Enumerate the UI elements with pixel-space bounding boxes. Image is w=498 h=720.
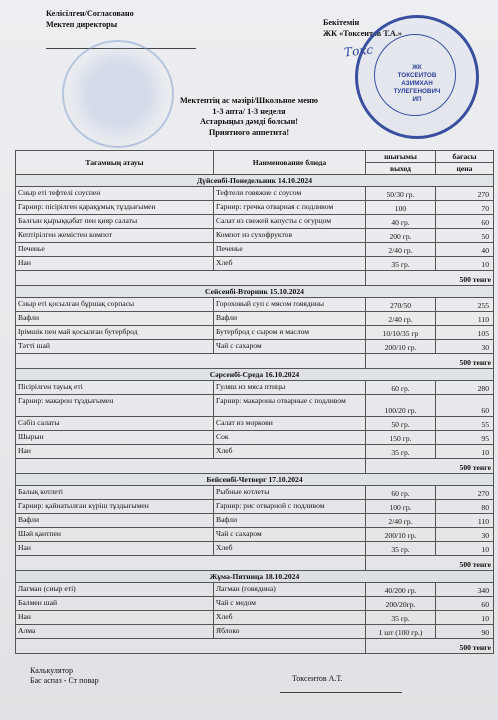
dish-price: 80: [436, 500, 494, 514]
dish-yield: 50/30 гр.: [366, 187, 436, 201]
dish-yield: 200/10 гр.: [366, 528, 436, 542]
approve-label: Бекітемін: [323, 18, 360, 27]
menu-title-line4: Приятного аппетита!: [208, 127, 290, 137]
dish-yield: 150 гр.: [366, 431, 436, 445]
day-header-row: [16, 474, 494, 486]
dish-price: 255: [436, 298, 494, 312]
dish-name-kz: Пісірілген тауық еті: [16, 381, 214, 395]
day-header-row: [16, 175, 494, 187]
menu-item-row: [16, 187, 494, 201]
dish-yield: 200/20гр.: [366, 597, 436, 611]
day-total-value: 500 тенге: [366, 354, 494, 369]
menu-item-row: [16, 417, 494, 431]
day-total-value: 500 тенге: [366, 639, 494, 654]
dish-name-ru: Чай с сахаром: [214, 340, 366, 354]
menu-item-row: [16, 326, 494, 340]
dish-name-ru: Печенье: [214, 243, 366, 257]
dish-name-ru: Гуляш из мяса птицы: [214, 381, 366, 395]
dish-price: 30: [436, 340, 494, 354]
menu-item-row: [16, 229, 494, 243]
header-yield-ru: выход: [366, 163, 436, 175]
dish-price: 10: [436, 257, 494, 271]
handwritten-signature: Токс: [343, 42, 374, 60]
dish-name-kz: Печенье: [16, 243, 214, 257]
menu-item-row: [16, 445, 494, 459]
day-total-row: [16, 639, 494, 654]
dish-yield: 2/40 гр.: [366, 312, 436, 326]
dish-name-ru: Салат из моркови: [214, 417, 366, 431]
menu-item-row: [16, 201, 494, 215]
day-total-value: 500 тенге: [366, 556, 494, 571]
day-total-spacer: [16, 354, 366, 369]
day-total-value: 500 тенге: [366, 459, 494, 474]
dish-name-kz: Нан: [16, 257, 214, 271]
menu-item-row: [16, 514, 494, 528]
dish-name-ru: Бутерброд с сыром и маслом: [214, 326, 366, 340]
footer-signature-line: [280, 692, 402, 693]
dish-name-kz: Балғын қырыққабат пен қияр салаты: [16, 215, 214, 229]
menu-item-row: [16, 583, 494, 597]
header-yield: шығымы: [366, 151, 436, 163]
approval-role: Мектеп директоры: [46, 20, 118, 29]
dish-yield: 200 гр.: [366, 229, 436, 243]
menu-title-line1: Мектептің ас мәзірі/Школьное меню: [179, 96, 319, 105]
day-total-row: [16, 271, 494, 286]
header-price: бағасы: [436, 151, 494, 163]
day-header-row: [16, 286, 494, 298]
dish-name-ru: Хлеб: [214, 257, 366, 271]
day-title: Жұма-Пятница 18.10.2024: [16, 571, 494, 583]
menu-item-row: [16, 243, 494, 257]
footer-calculator-label: Калькулятор: [30, 666, 73, 675]
dish-yield: 60 гр.: [366, 486, 436, 500]
day-header-row: [16, 369, 494, 381]
day-total-spacer: [16, 556, 366, 571]
dish-price: 90: [436, 625, 494, 639]
dish-price: 10: [436, 611, 494, 625]
dish-name-ru: Сок: [214, 431, 366, 445]
dish-name-kz: Нан: [16, 542, 214, 556]
dish-price: 55: [436, 417, 494, 431]
dish-yield: 100 гр.: [366, 500, 436, 514]
dish-yield: 200/10 гр.: [366, 340, 436, 354]
footer-chef-label: Бас аспаз - Ст повар: [30, 676, 99, 685]
menu-item-row: [16, 500, 494, 514]
dish-price: 110: [436, 514, 494, 528]
menu-item-row: [16, 542, 494, 556]
dish-name-ru: Яблоко: [214, 625, 366, 639]
dish-yield: 100: [366, 201, 436, 215]
menu-table: [15, 150, 494, 654]
dish-name-kz: Тәтті шай: [16, 340, 214, 354]
dish-name-ru: Лагман (говядина): [214, 583, 366, 597]
dish-name-kz: Сиыр еті қосылған бұршақ сорпасы: [16, 298, 214, 312]
header-price-ru: цена: [436, 163, 494, 175]
dish-price: 70: [436, 201, 494, 215]
dish-price: 10: [436, 542, 494, 556]
dish-name-ru: Хлеб: [214, 445, 366, 459]
menu-item-row: [16, 395, 494, 417]
dish-name-ru: Чай с медом: [214, 597, 366, 611]
dish-name-kz: Шырын: [16, 431, 214, 445]
menu-title-line3: Астарыңыз дәмді болсын!: [199, 117, 299, 126]
dish-price: 10: [436, 445, 494, 459]
dish-name-ru: Хлеб: [214, 611, 366, 625]
dish-price: 60: [436, 395, 494, 417]
dish-price: 270: [436, 187, 494, 201]
dish-name-ru: Тефтели говяжие с соусом: [214, 187, 366, 201]
menu-title-line2: 1-3 апта/ 1-3 неделя: [212, 106, 286, 116]
dish-name-ru: Гарнир: гречка отварная с подливом: [214, 201, 366, 215]
dish-name-ru: Хлеб: [214, 542, 366, 556]
dish-name-kz: Вафли: [16, 514, 214, 528]
menu-item-row: [16, 381, 494, 395]
dish-price: 105: [436, 326, 494, 340]
footer-left: [30, 666, 99, 686]
table-header-row: [16, 151, 494, 163]
menu-item-row: [16, 597, 494, 611]
dish-name-kz: Балық котлеті: [16, 486, 214, 500]
dish-yield: 35 гр.: [366, 445, 436, 459]
dish-price: 30: [436, 528, 494, 542]
menu-item-row: [16, 298, 494, 312]
dish-name-kz: Алма: [16, 625, 214, 639]
dish-name-ru: Салат из свежей капусты с огурцом: [214, 215, 366, 229]
menu-item-row: [16, 431, 494, 445]
dish-name-ru: Гарнир: рис отварной с подливом: [214, 500, 366, 514]
approval-block: [46, 8, 134, 30]
dish-name-kz: Гарнир: пісірілген қарақұмық тұздығымен: [16, 201, 214, 215]
header-name-ru: Наименование блюда: [214, 151, 366, 175]
dish-price: 280: [436, 381, 494, 395]
menu-item-row: [16, 312, 494, 326]
header-name-kz: Тағамның атауы: [16, 151, 214, 175]
menu-item-row: [16, 611, 494, 625]
dish-yield: 35 гр.: [366, 542, 436, 556]
day-total-row: [16, 354, 494, 369]
dish-name-kz: Гарнир: макарон тұздығымен: [16, 395, 214, 417]
dish-name-ru: Вафли: [214, 312, 366, 326]
dish-name-kz: Нан: [16, 611, 214, 625]
dish-name-kz: Лагман (сиыр еті): [16, 583, 214, 597]
menu-item-row: [16, 340, 494, 354]
day-total-row: [16, 556, 494, 571]
dish-yield: 10/10/35 гр: [366, 326, 436, 340]
dish-price: 60: [436, 597, 494, 611]
day-title: Сәрсенбі-Среда 16.10.2024: [16, 369, 494, 381]
day-total-value: 500 тенге: [366, 271, 494, 286]
dish-name-ru: Чай с сахаром: [214, 528, 366, 542]
dish-yield: 40/200 гр.: [366, 583, 436, 597]
dish-name-ru: Компот из сухофруктов: [214, 229, 366, 243]
dish-yield: 40 гр.: [366, 215, 436, 229]
dish-price: 40: [436, 243, 494, 257]
day-total-spacer: [16, 459, 366, 474]
day-total-spacer: [16, 639, 366, 654]
dish-name-kz: Гарнир: қайнатылған күріш тұздығымен: [16, 500, 214, 514]
dish-yield: 35 гр.: [366, 611, 436, 625]
menu-item-row: [16, 486, 494, 500]
dish-name-kz: Нан: [16, 445, 214, 459]
dish-name-kz: Шәй қантпен: [16, 528, 214, 542]
dish-name-ru: Вафли: [214, 514, 366, 528]
day-title: Сейсенбі-Вторник 15.10.2024: [16, 286, 494, 298]
dish-name-kz: Кептірілген жемістен компот: [16, 229, 214, 243]
dish-yield: 60 гр.: [366, 381, 436, 395]
dish-yield: 2/40 гр.: [366, 243, 436, 257]
dish-price: 270: [436, 486, 494, 500]
dish-name-kz: Сиыр еті тефтелі соуспен: [16, 187, 214, 201]
dish-yield: 2/40 гр.: [366, 514, 436, 528]
dish-price: 110: [436, 312, 494, 326]
dish-price: 50: [436, 229, 494, 243]
dish-name-kz: Балмен шай: [16, 597, 214, 611]
menu-title: [0, 96, 498, 138]
approval-label: Келісілген/Согласовано: [46, 9, 134, 18]
dish-name-ru: Рыбные котлеты: [214, 486, 366, 500]
day-total-row: [16, 459, 494, 474]
dish-name-ru: Гарнир: макароны отварные с подливом: [214, 395, 366, 417]
dish-price: 60: [436, 215, 494, 229]
dish-yield: 35 гр.: [366, 257, 436, 271]
dish-yield: 100/20 гр.: [366, 395, 436, 417]
dish-price: 95: [436, 431, 494, 445]
dish-yield: 50 гр.: [366, 417, 436, 431]
day-total-spacer: [16, 271, 366, 286]
dish-name-kz: Ірімшік пен май қосылған бутерброд: [16, 326, 214, 340]
dish-name-kz: Сәбіз салаты: [16, 417, 214, 431]
dish-name-kz: Вафли: [16, 312, 214, 326]
day-title: Бейсенбі-Четверг 17.10.2024: [16, 474, 494, 486]
footer-name: Токсеитов А.Т.: [292, 674, 343, 683]
day-title: Дүйсенбі-Понедельник 14.10.2024: [16, 175, 494, 187]
approve-org: ЖК «Токсеитов Т.А.»: [323, 29, 402, 38]
menu-item-row: [16, 528, 494, 542]
menu-item-row: [16, 215, 494, 229]
company-stamp-text: ЖК ТОКСЕИТОВ АЗИМХАН ТУЛЕГЕНОВИЧ ИП: [393, 64, 441, 103]
dish-yield: 270/50: [366, 298, 436, 312]
dish-price: 340: [436, 583, 494, 597]
menu-item-row: [16, 625, 494, 639]
dish-name-ru: Гороховый суп с мясом говядины: [214, 298, 366, 312]
dish-yield: 1 шт (100 гр.): [366, 625, 436, 639]
menu-item-row: [16, 257, 494, 271]
day-header-row: [16, 571, 494, 583]
